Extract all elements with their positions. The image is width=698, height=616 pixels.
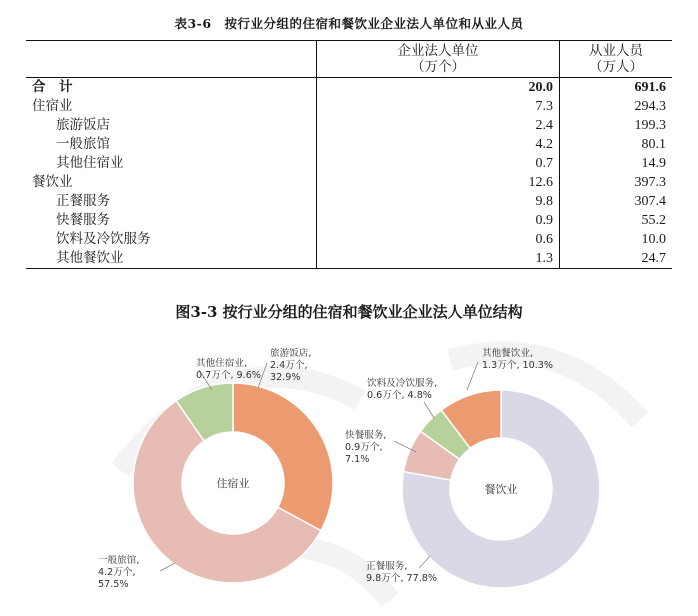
data-label: 正餐服务, 9.8万个, 77.8% xyxy=(366,561,438,584)
row-units: 20.0 xyxy=(317,78,560,98)
row-units: 1.3 xyxy=(317,249,560,269)
row-employees: 80.1 xyxy=(560,135,673,154)
row-name: 餐饮业 xyxy=(32,174,73,190)
center-label: 住宿业 xyxy=(216,477,250,490)
data-label: 旅游饭店, 2.4万个, 32.9% xyxy=(270,348,312,383)
row-employees: 24.7 xyxy=(560,249,673,269)
row-units: 0.7 xyxy=(317,154,560,173)
row-units: 12.6 xyxy=(317,173,560,192)
row-units: 0.6 xyxy=(317,230,560,249)
row-employees: 55.2 xyxy=(560,211,673,230)
header-employees-line1: 从业人员 xyxy=(589,43,643,59)
data-label: 饮料及冷饮服务, 0.6万个, 4.8% xyxy=(367,378,438,401)
figure-title: 图3-3 按行业分组的住宿和餐饮业企业法人单位结构 xyxy=(175,303,523,321)
header-units-line1: 企业法人单位 xyxy=(397,43,479,59)
center-label: 餐饮业 xyxy=(484,483,518,496)
row-name: 合 计 xyxy=(32,79,73,95)
row-name: 其他住宿业 xyxy=(56,155,124,171)
data-label: 一般旅馆, 4.2万个, 57.5% xyxy=(98,555,140,590)
row-employees: 14.9 xyxy=(560,154,673,173)
row-name: 正餐服务 xyxy=(56,193,110,209)
data-label: 其他餐饮业, 1.3万个, 10.3% xyxy=(482,348,554,371)
row-employees: 199.3 xyxy=(560,116,673,135)
header-units-line2: （万个） xyxy=(411,59,465,75)
row-name: 旅游饭店 xyxy=(56,117,110,133)
row-units: 9.8 xyxy=(317,192,560,211)
row-name: 住宿业 xyxy=(32,98,73,114)
row-employees: 307.4 xyxy=(560,192,673,211)
row-employees: 691.6 xyxy=(560,78,673,98)
table-title: 表3-6 按行业分组的住宿和餐饮业企业法人单位和从业人员 xyxy=(174,16,524,31)
leader-line xyxy=(419,556,430,568)
header-employees-line2: （万人） xyxy=(589,59,643,75)
row-name: 其他餐饮业 xyxy=(26,249,317,269)
leader-line xyxy=(160,563,175,571)
row-name: 快餐服务 xyxy=(56,212,110,228)
row-employees: 397.3 xyxy=(560,173,673,192)
data-label: 其他住宿业, 0.7万个, 9.6% xyxy=(196,358,261,381)
data-label: 快餐服务, 0.9万个, 7.1% xyxy=(345,430,387,465)
row-name: 饮料及冷饮服务 xyxy=(56,231,151,247)
leader-line xyxy=(424,402,434,418)
row-employees: 10.0 xyxy=(560,230,673,249)
row-units: 2.4 xyxy=(317,116,560,135)
row-units: 0.9 xyxy=(317,211,560,230)
row-units: 4.2 xyxy=(317,135,560,154)
donut-slice xyxy=(233,383,333,531)
row-name: 一般旅馆 xyxy=(56,136,110,152)
row-units: 7.3 xyxy=(317,97,560,116)
row-employees: 294.3 xyxy=(560,97,673,116)
